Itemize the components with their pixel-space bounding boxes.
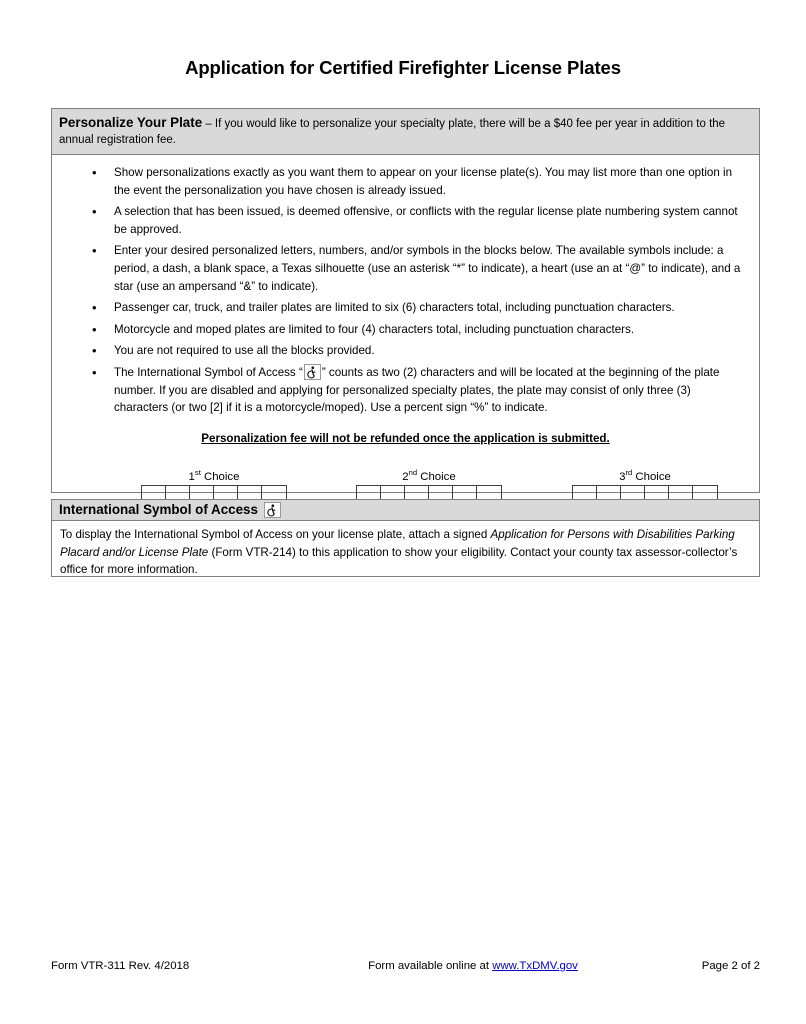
txdmv-website-link[interactable]: www.TxDMV.gov xyxy=(492,960,578,972)
page-footer xyxy=(51,960,760,972)
isa-section-header xyxy=(52,500,759,521)
international-symbol-of-access-section xyxy=(51,499,760,577)
wheelchair-accessibility-icon xyxy=(264,502,281,518)
wheelchair-accessibility-icon xyxy=(304,364,321,380)
personalize-your-plate-section xyxy=(51,108,760,493)
isa-section-heading: International Symbol of Access xyxy=(59,502,258,517)
first-choice-label xyxy=(141,468,287,483)
isa-bullet-text-after: ” counts as two (2) characters and will be located at the beginning of the plate number. If you are disabled and applying for personalized specialty plates, the plate may consist of only three (3) characters (or two [2] if it is a motorcycle/moped). Use a percent sign “%” to indicate. xyxy=(114,366,720,415)
footer-online-availability xyxy=(306,960,640,972)
third-choice-suffix: rd xyxy=(625,467,633,477)
second-choice-suffix: nd xyxy=(408,467,418,477)
first-choice-ordinal: 1 xyxy=(188,470,195,483)
list-item: • A selection that has been issued, is deemed offensive, or conflicts with the regular license plate numbering system cannot be approved. xyxy=(114,203,745,238)
second-choice-label xyxy=(356,468,502,483)
isa-body-part-2: (Form VTR-214) to this application to show your eligibility. Contact your county tax assessor-collector’s office for more information. xyxy=(60,545,738,577)
third-choice-tail: Choice xyxy=(632,470,671,483)
footer-form-number: Form VTR-311 Rev. 4/2018 xyxy=(51,960,190,972)
footer-page-number: Page 2 of 2 xyxy=(701,960,760,972)
isa-body-italic-form-title: Application for Persons with Disabilities Parking Placard and/or License Plate xyxy=(60,528,735,559)
second-choice-tail: Choice xyxy=(417,470,456,483)
personalize-section-header xyxy=(52,109,759,155)
list-item: • Passenger car, truck, and trailer plates are limited to six (6) characters total, including punctuation characters. xyxy=(114,299,745,317)
footer-online-prefix: Form available online at xyxy=(368,960,493,972)
isa-section-body xyxy=(52,521,759,585)
personalize-heading-bold: Personalize Your Plate xyxy=(59,115,203,130)
personalize-heading-rest: – If you would like to personalize your specialty plate, there will be a $40 fee per year in addition to the annual registration fee. xyxy=(59,118,726,147)
fee-refund-note: Personalization fee will not be refunded once the application is submitted. xyxy=(201,431,610,445)
list-item-isa xyxy=(114,364,745,417)
isa-bullet-text-before: The International Symbol of Access “ xyxy=(114,366,303,379)
personalization-rules-list xyxy=(52,155,759,417)
third-choice-label xyxy=(572,468,718,483)
list-item: • Enter your desired personalized letters, numbers, and/or symbols in the blocks below. The available symbols include: a period, a dash, a blank space, a Texas silhouette (use an asterisk “*” to indicate), a heart (use an at “@” to indicate), and a star (use an ampersand “&” to indicate). xyxy=(114,242,745,295)
third-choice-ordinal: 3 xyxy=(619,470,626,483)
first-choice-suffix: st xyxy=(194,467,201,477)
second-choice-ordinal: 2 xyxy=(402,470,409,483)
page-title: Application for Certified Firefighter License Plates xyxy=(185,57,621,78)
list-item: • You are not required to use all the blocks provided. xyxy=(114,342,745,360)
isa-body-part-1: To display the International Symbol of Access on your license plate, attach a signed xyxy=(60,528,491,541)
list-item: • Motorcycle and moped plates are limited to four (4) characters total, including punctuation characters. xyxy=(114,321,745,339)
first-choice-tail: Choice xyxy=(200,470,240,483)
list-item: • Show personalizations exactly as you want them to appear on your license plate(s). You may list more than one option in the event the personalization you have chosen is already issued. xyxy=(114,164,745,199)
